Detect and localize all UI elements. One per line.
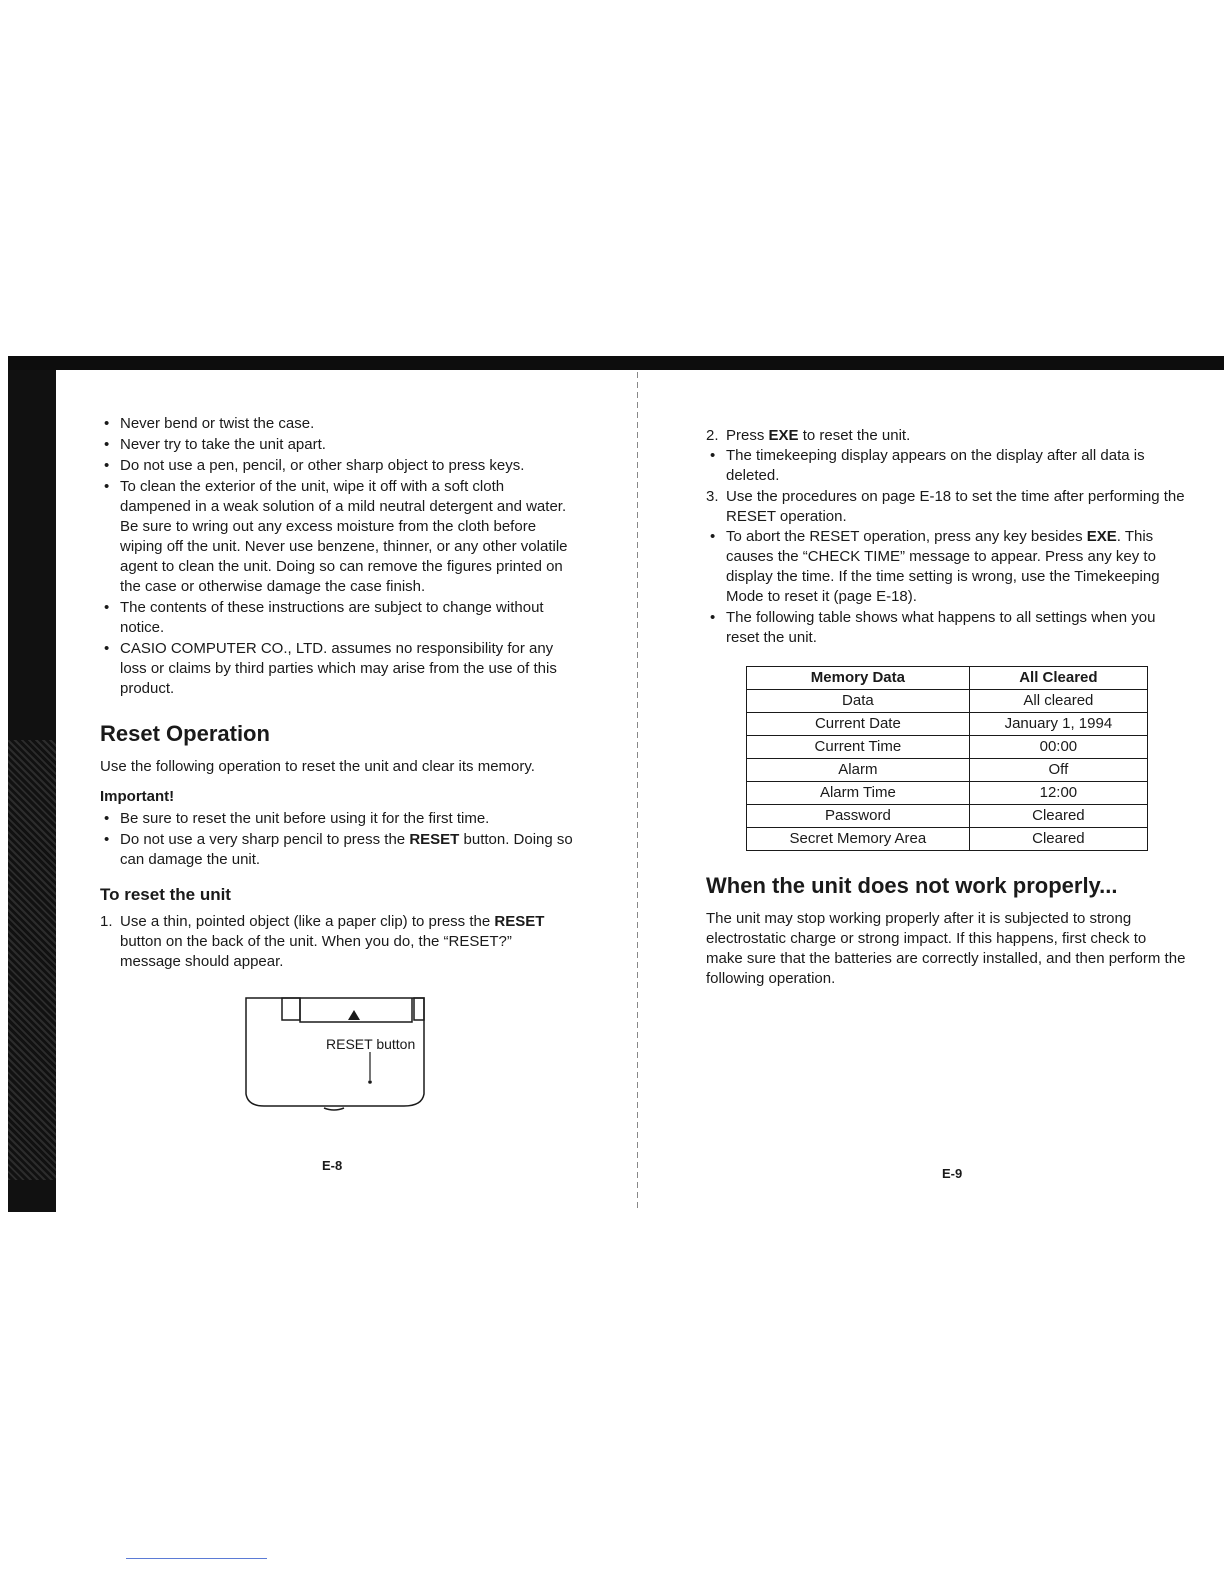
precaution-item: • The contents of these instructions are subject to change without notice. (100, 598, 575, 638)
to-reset-heading: To reset the unit (100, 885, 231, 904)
table-cell: Cleared (969, 828, 1147, 851)
important-item: • Be sure to reset the unit before using it for the first time. (100, 809, 575, 829)
step-number: 3. (706, 488, 719, 505)
step2-notes (706, 446, 1186, 486)
table-cell: Current Date (747, 713, 970, 736)
precaution-item: • Do not use a pen, pencil, or other sharp object to press keys. (100, 456, 575, 476)
reset-button-label: RESET button (326, 1036, 416, 1052)
precaution-item: • Never bend or twist the case. (100, 414, 575, 434)
precautions-list (100, 414, 575, 699)
note-text: . This causes the “CHECK TIME” message to appear. Press any key to display the time. If the time setting is wrong, use the Timekeeping Mode to reset it (page E-18). (726, 528, 1160, 605)
table-cell: Data (747, 690, 970, 713)
precaution-item: • To clean the exterior of the unit, wipe it off with a soft cloth dampened in a weak solution of a mild neutral detergent and water. Be sure to wring out any excess moisture from the cloth before wiping off the unit. Never use benzene, thinner, or any other volatile agent to clean the unit. Doing so can remove the figures printed on the case or otherwise damage the case finish. (100, 477, 575, 597)
scan-left-edge (8, 370, 56, 1212)
step-3 (706, 487, 1186, 527)
troubleshooting-text: The unit may stop working properly after it is subjected to strong electrostatic charge or strong impact. If this happens, first check to make sure that the batteries are correctly installed, and then perform the following operation. (706, 910, 1186, 987)
scan-noise (8, 740, 56, 1180)
table-cell: Alarm (747, 759, 970, 782)
exe-keyword: EXE (768, 427, 799, 444)
table-cell: January 1, 1994 (969, 713, 1147, 736)
step-1 (100, 912, 575, 972)
step-number: 2. (706, 427, 719, 444)
table-row (747, 690, 1148, 713)
reset-keyword: RESET (494, 913, 545, 930)
page-number-right: E-9 (942, 1166, 963, 1181)
precaution-item: • Never try to take the unit apart. (100, 435, 575, 455)
page-number-left: E-8 (322, 1158, 343, 1173)
table-cell: Cleared (969, 805, 1147, 828)
reset-effects-table (746, 666, 1148, 851)
left-page (100, 414, 575, 1114)
unit-back-illustration (244, 994, 426, 1114)
table-row (747, 828, 1148, 851)
reset-button-diagram (244, 994, 426, 1114)
important-label: Important! (100, 788, 175, 805)
step-text: button on the back of the unit. When you do, the “RESET?” message should appear. (120, 933, 512, 970)
step-text: Use the procedures on page E-18 to set the time after performing the RESET operation. (726, 488, 1185, 525)
column-header: All Cleared (969, 667, 1147, 690)
table-cell: 00:00 (969, 736, 1147, 759)
troubleshooting-heading: When the unit does not work properly... (706, 873, 1118, 898)
important-list (100, 809, 575, 870)
table-cell: Secret Memory Area (747, 828, 970, 851)
note-item (706, 527, 1186, 607)
table-cell: Current Time (747, 736, 970, 759)
table-row (747, 736, 1148, 759)
precaution-item: • CASIO COMPUTER CO., LTD. assumes no responsibility for any loss or claims by third parties which may arise from the use of this product. (100, 639, 575, 699)
table-row (747, 759, 1148, 782)
important-text: Do not use a very sharp pencil to press the (120, 831, 410, 848)
table-row (747, 805, 1148, 828)
step-2 (706, 426, 1186, 446)
note-text: To abort the RESET operation, press any key besides (726, 528, 1087, 545)
step-text: to reset the unit. (798, 427, 911, 444)
table-cell: Password (747, 805, 970, 828)
underline-mark (126, 1558, 267, 1559)
table-cell: All cleared (969, 690, 1147, 713)
note-item: • The timekeeping display appears on the display after all data is deleted. (706, 446, 1186, 486)
exe-keyword: EXE (1086, 528, 1117, 545)
table-cell: Alarm Time (747, 782, 970, 805)
step-number: 1. (100, 913, 113, 930)
table-row (747, 713, 1148, 736)
step-text: Press (726, 427, 769, 444)
right-page (706, 426, 1186, 989)
step-text: Use a thin, pointed object (like a paper clip) to press the (120, 913, 495, 930)
reset-intro: Use the following operation to reset the unit and clear its memory. (100, 758, 535, 775)
note-item: • The following table shows what happens to all settings when you reset the unit. (706, 608, 1186, 648)
table-header-row (747, 667, 1148, 690)
table-cell: Off (969, 759, 1147, 782)
table-row (747, 782, 1148, 805)
important-text: button. Doing so can damage the unit. (120, 831, 573, 868)
table-cell: 12:00 (969, 782, 1147, 805)
important-item (100, 830, 575, 870)
reset-keyword: RESET (409, 831, 460, 848)
reset-notes (706, 527, 1186, 648)
page-fold-line (637, 372, 638, 1212)
column-header: Memory Data (747, 667, 970, 690)
scan-top-border (8, 356, 1224, 370)
reset-operation-heading: Reset Operation (100, 721, 270, 746)
